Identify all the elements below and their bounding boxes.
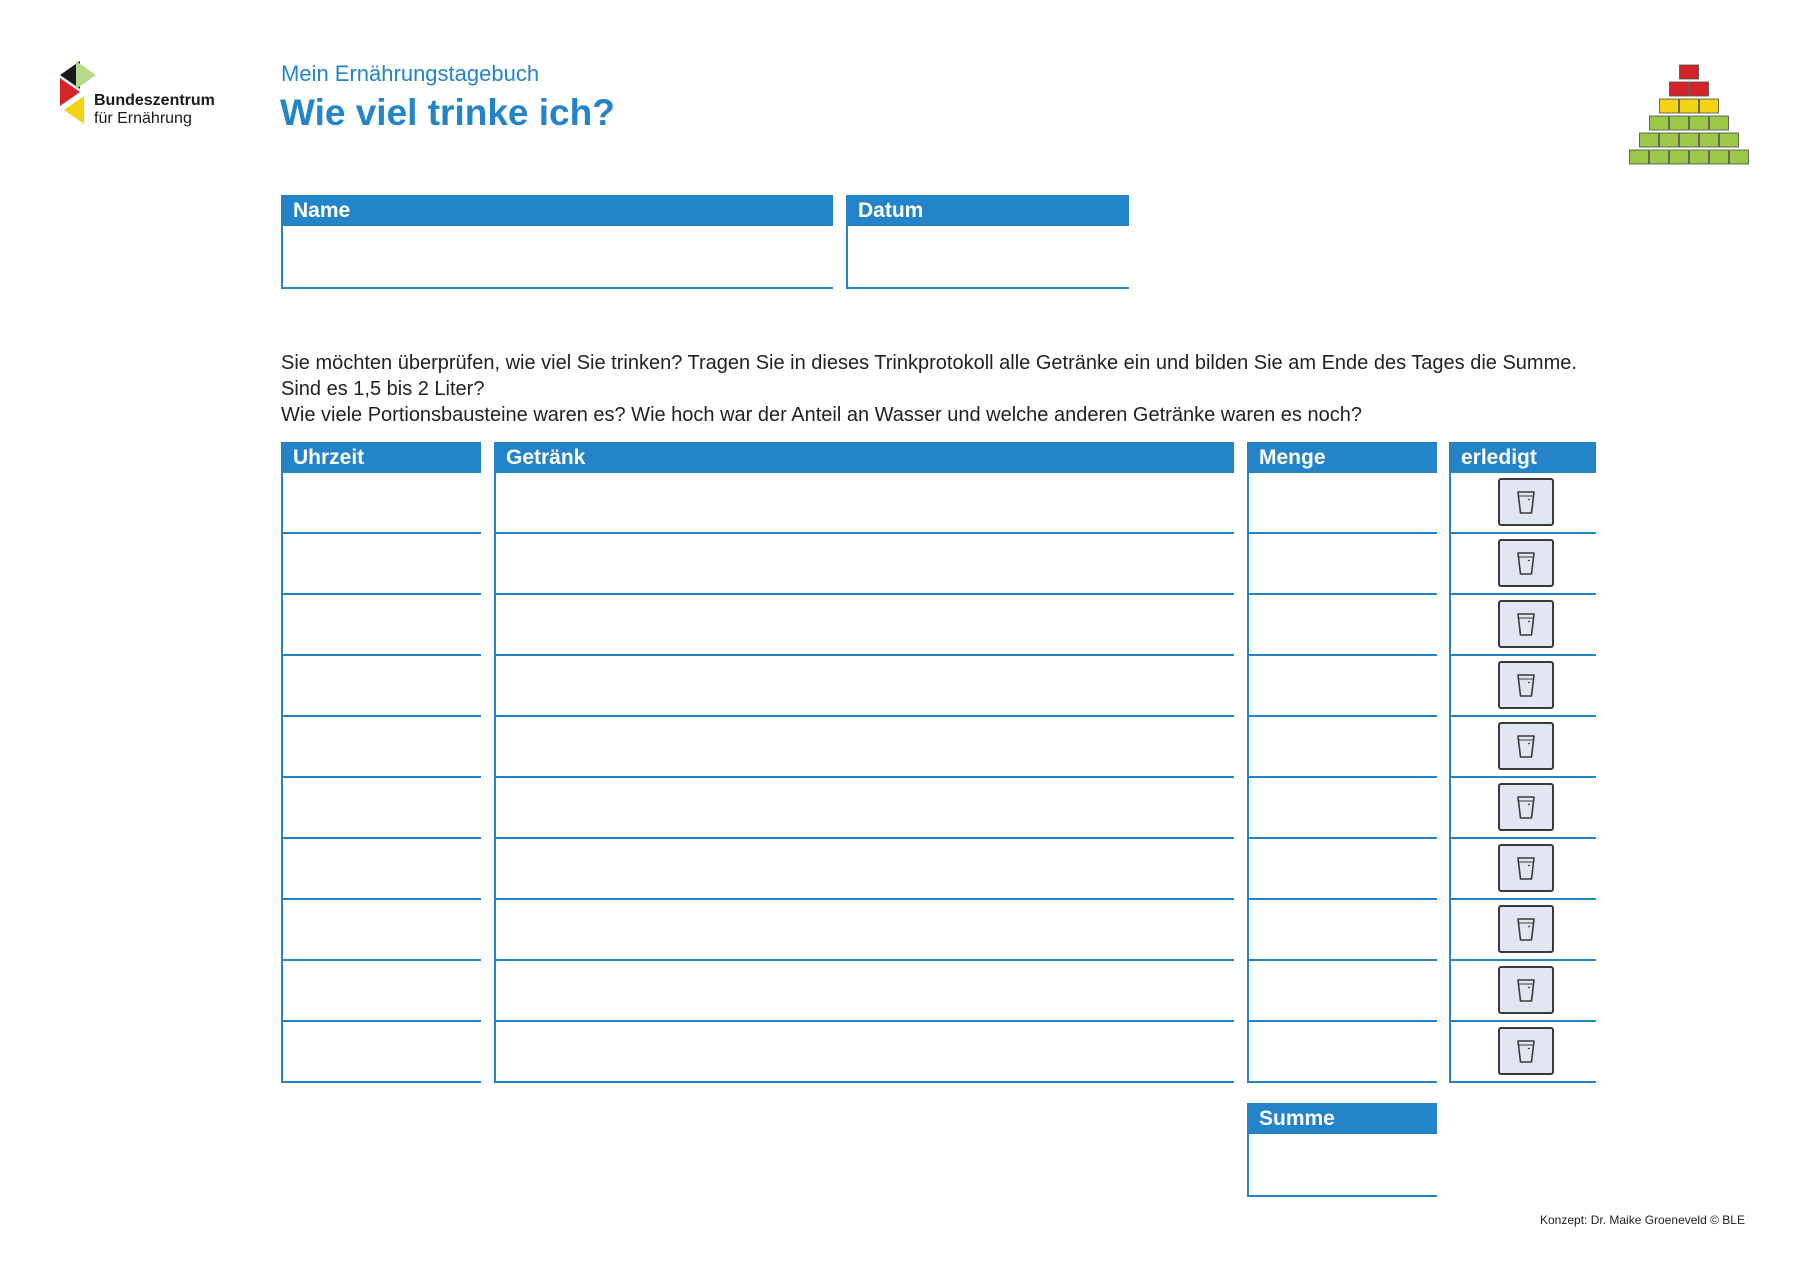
time-cell[interactable] bbox=[281, 595, 481, 656]
done-cell[interactable] bbox=[1449, 717, 1596, 778]
time-cell[interactable] bbox=[281, 778, 481, 839]
logo-line-1: Bundeszentrum bbox=[94, 92, 215, 109]
amount-cell[interactable] bbox=[1247, 778, 1437, 839]
page-subtitle: Mein Ernährungstagebuch bbox=[281, 61, 540, 86]
glass-icon[interactable] bbox=[1498, 905, 1554, 953]
name-field[interactable] bbox=[281, 195, 833, 289]
done-cell[interactable] bbox=[1449, 534, 1596, 595]
amount-cell[interactable] bbox=[1247, 900, 1437, 961]
food-pyramid-icon bbox=[1626, 63, 1752, 167]
date-label: Datum bbox=[846, 195, 1129, 226]
drink-cell[interactable] bbox=[494, 1022, 1234, 1083]
drink-cell[interactable] bbox=[494, 717, 1234, 778]
glass-icon[interactable] bbox=[1498, 600, 1554, 648]
column-header-getraenk: Getränk bbox=[494, 442, 1234, 473]
amount-cell[interactable] bbox=[1247, 1022, 1437, 1083]
done-cell[interactable] bbox=[1449, 656, 1596, 717]
drink-cell[interactable] bbox=[494, 656, 1234, 717]
glass-icon[interactable] bbox=[1498, 661, 1554, 709]
name-label: Name bbox=[281, 195, 833, 226]
drink-cell[interactable] bbox=[494, 595, 1234, 656]
drink-cell[interactable] bbox=[494, 900, 1234, 961]
glass-icon[interactable] bbox=[1498, 722, 1554, 770]
glass-icon[interactable] bbox=[1498, 783, 1554, 831]
time-cell[interactable] bbox=[281, 717, 481, 778]
drink-cell[interactable] bbox=[494, 961, 1234, 1022]
time-cell[interactable] bbox=[281, 961, 481, 1022]
time-cell[interactable] bbox=[281, 473, 481, 534]
column-header-uhrzeit: Uhrzeit bbox=[281, 442, 481, 473]
date-field[interactable] bbox=[846, 195, 1129, 289]
amount-cell[interactable] bbox=[1247, 534, 1437, 595]
glass-icon[interactable] bbox=[1498, 966, 1554, 1014]
drink-cell[interactable] bbox=[494, 534, 1234, 595]
intro-line-1: Sie möchten überprüfen, wie viel Sie trinken? Tragen Sie in dieses Trinkprotokoll alle Getränke ein und bilden Sie am Ende des Tages die Summe. bbox=[281, 352, 1577, 374]
time-cell[interactable] bbox=[281, 839, 481, 900]
column-header-menge: Menge bbox=[1247, 442, 1437, 473]
done-cell[interactable] bbox=[1449, 595, 1596, 656]
logo-line-2: für Ernährung bbox=[94, 110, 192, 127]
sum-label: Summe bbox=[1247, 1103, 1437, 1134]
sum-field[interactable] bbox=[1247, 1103, 1437, 1197]
amount-cell[interactable] bbox=[1247, 839, 1437, 900]
done-cell[interactable] bbox=[1449, 473, 1596, 534]
intro-text bbox=[281, 350, 1731, 428]
intro-line-2: Sind es 1,5 bis 2 Liter? bbox=[281, 378, 485, 400]
column-header-erledigt: erledigt bbox=[1449, 442, 1596, 473]
done-cell[interactable] bbox=[1449, 839, 1596, 900]
glass-icon[interactable] bbox=[1498, 1027, 1554, 1075]
done-cell[interactable] bbox=[1449, 961, 1596, 1022]
sum-input-area[interactable] bbox=[1247, 1134, 1437, 1197]
logo-mark-icon bbox=[58, 58, 96, 128]
intro-line-3: Wie viele Portionsbausteine waren es? Wie hoch war der Anteil an Wasser und welche anderen Getränke waren es noch? bbox=[281, 404, 1362, 426]
amount-cell[interactable] bbox=[1247, 473, 1437, 534]
drink-cell[interactable] bbox=[494, 473, 1234, 534]
time-cell[interactable] bbox=[281, 1022, 481, 1083]
time-cell[interactable] bbox=[281, 900, 481, 961]
done-cell[interactable] bbox=[1449, 1022, 1596, 1083]
time-cell[interactable] bbox=[281, 656, 481, 717]
name-input-area[interactable] bbox=[281, 226, 833, 289]
drink-cell[interactable] bbox=[494, 778, 1234, 839]
footer-credit: Konzept: Dr. Maike Groeneveld © BLE bbox=[1540, 1213, 1745, 1227]
amount-cell[interactable] bbox=[1247, 961, 1437, 1022]
amount-cell[interactable] bbox=[1247, 656, 1437, 717]
drink-cell[interactable] bbox=[494, 839, 1234, 900]
glass-icon[interactable] bbox=[1498, 478, 1554, 526]
amount-cell[interactable] bbox=[1247, 717, 1437, 778]
glass-icon[interactable] bbox=[1498, 844, 1554, 892]
date-input-area[interactable] bbox=[846, 226, 1129, 289]
page-title: Wie viel trinke ich? bbox=[280, 92, 615, 133]
time-cell[interactable] bbox=[281, 534, 481, 595]
amount-cell[interactable] bbox=[1247, 595, 1437, 656]
glass-icon[interactable] bbox=[1498, 539, 1554, 587]
done-cell[interactable] bbox=[1449, 778, 1596, 839]
done-cell[interactable] bbox=[1449, 900, 1596, 961]
logo bbox=[58, 58, 238, 130]
